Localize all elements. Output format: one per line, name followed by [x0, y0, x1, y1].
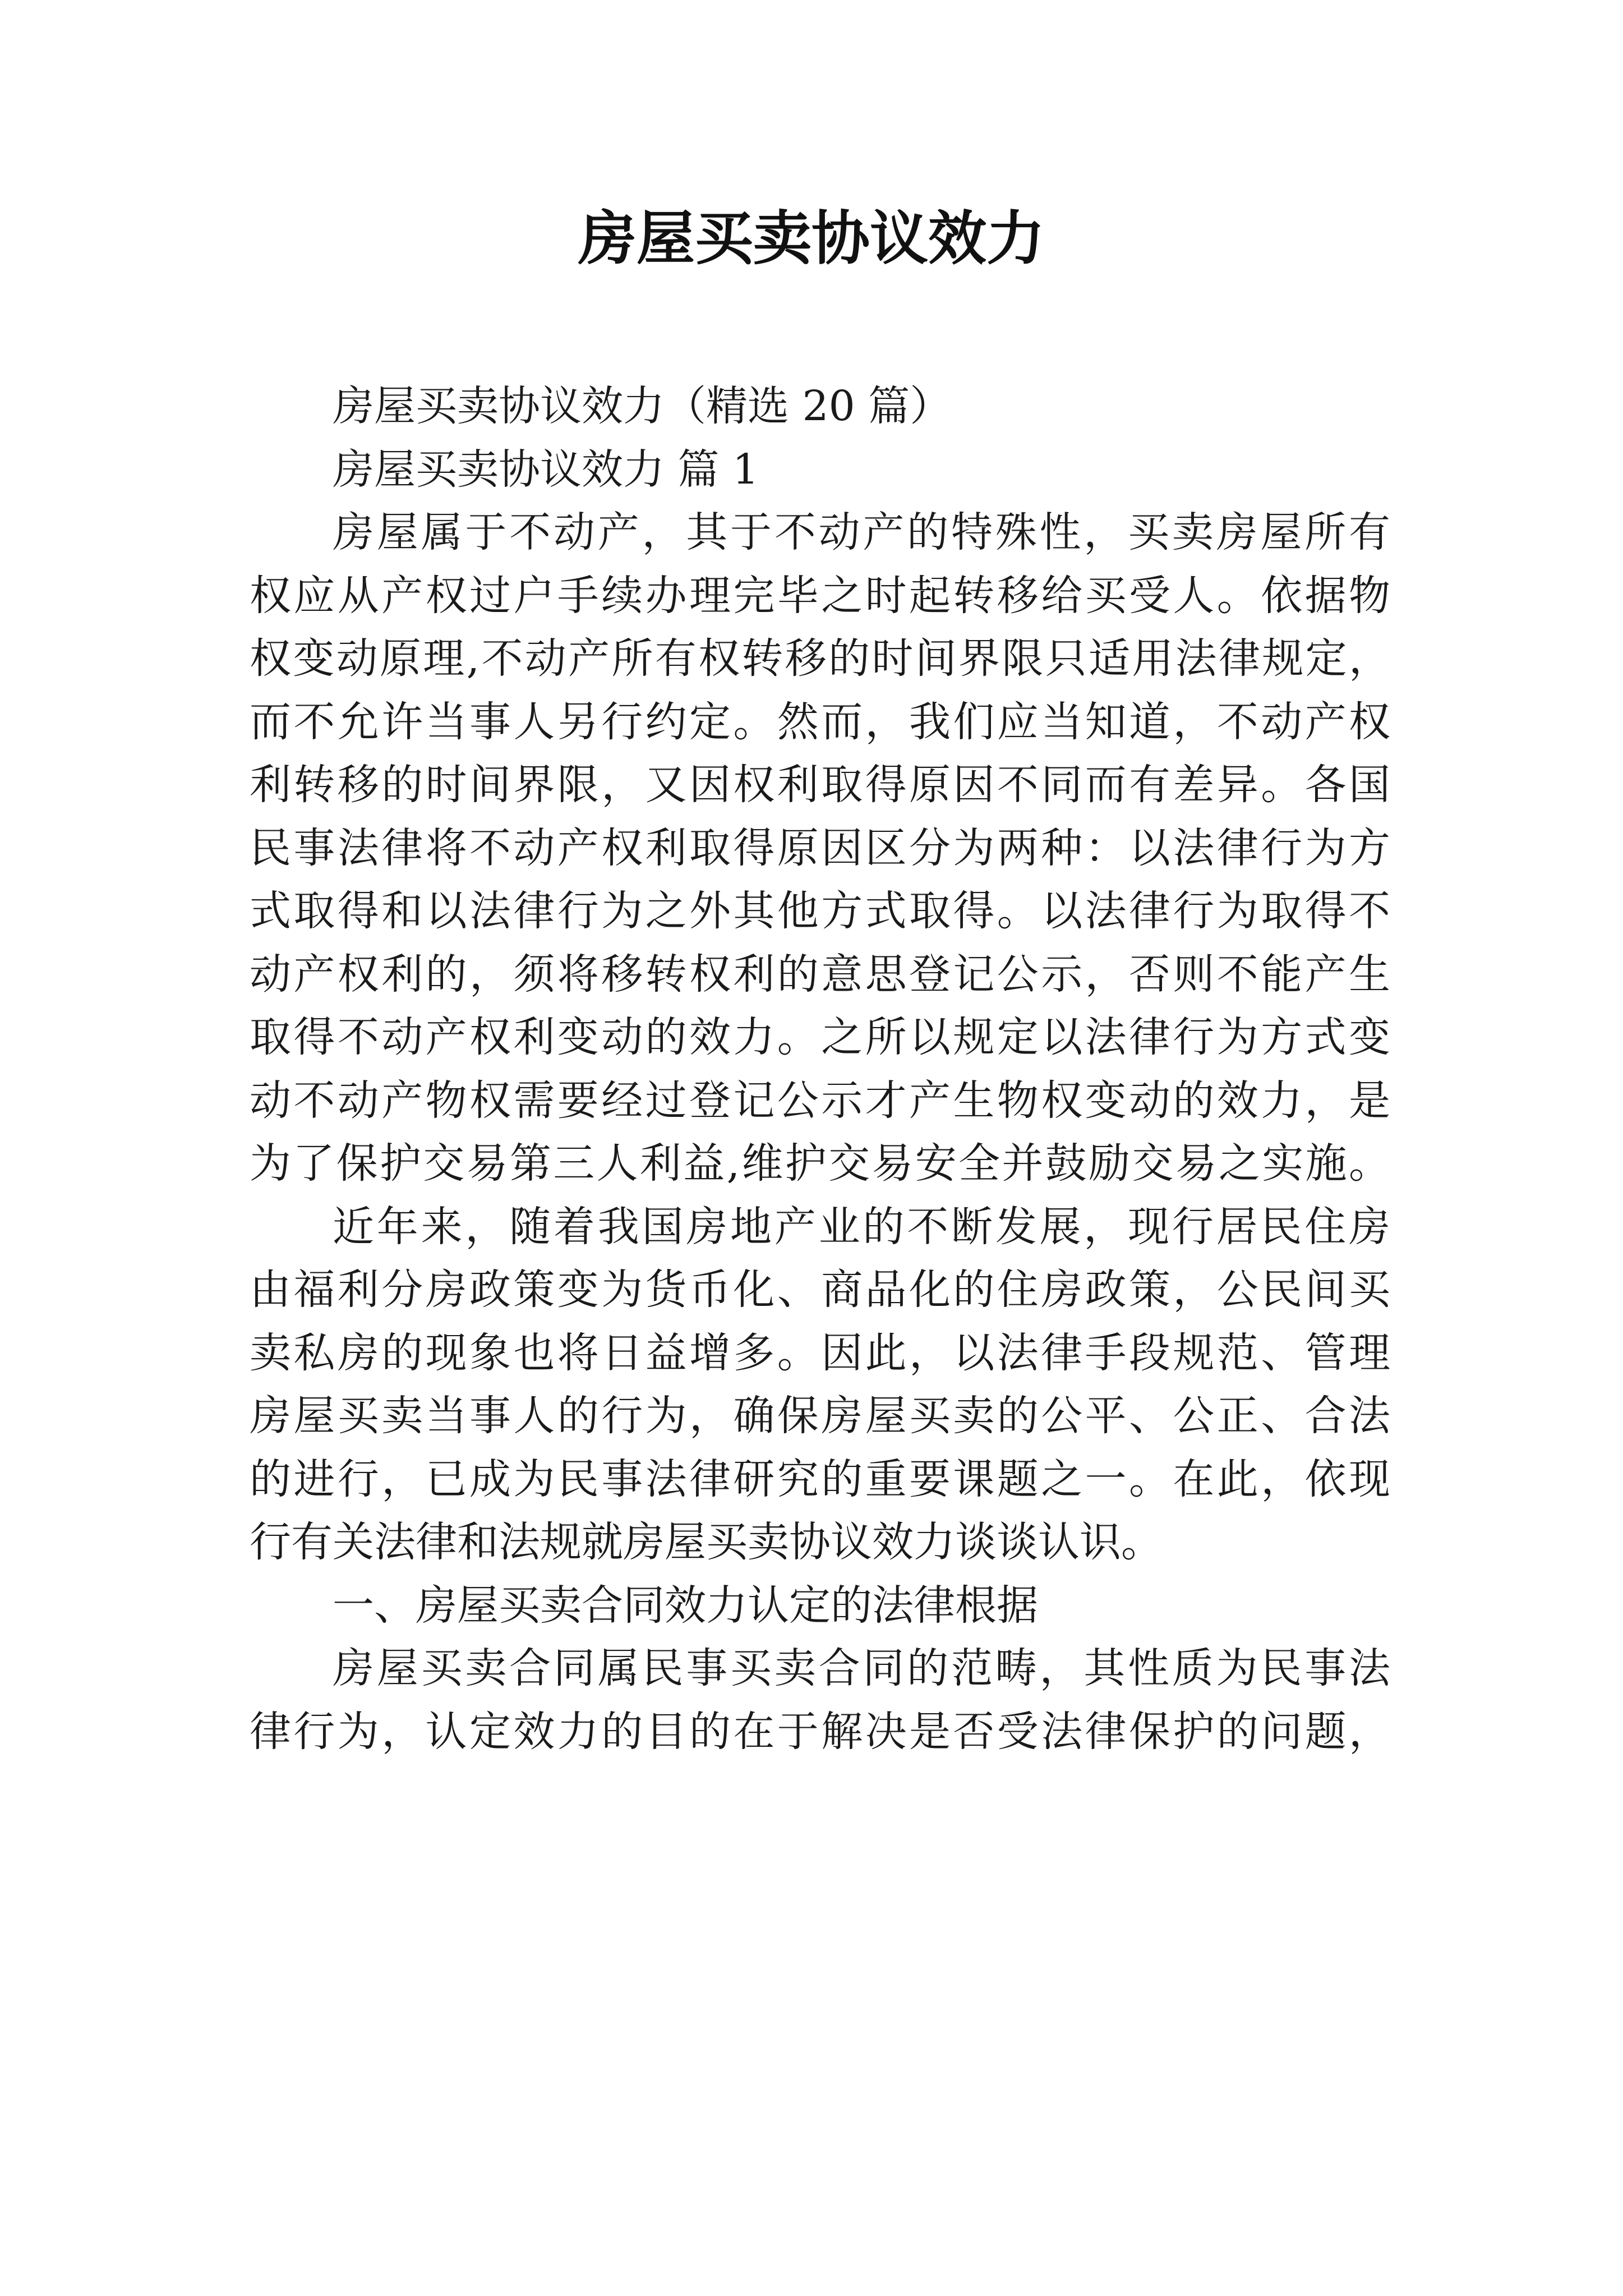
body-line: 近年来，随着我国房地产业的不断发展，现行居民住房 [333, 1203, 1390, 1251]
body-line: 民事法律将不动产权利取得原因区分为两种：以法律行为方 [250, 824, 1390, 872]
body-line: 取得不动产权利变动的效力。之所以规定以法律行为方式变 [250, 1013, 1390, 1061]
body-line: 行有关法律和法规就房屋买卖协议效力谈谈认识。 [250, 1518, 1163, 1566]
body-line: 权应从产权过户手续办理完毕之时起转移给买受人。依据物 [250, 572, 1390, 620]
body-line: 式取得和以法律行为之外其他方式取得。以法律行为取得不 [250, 887, 1390, 935]
body-line: 卖私房的现象也将日益增多。因此，以法律手段规范、管理 [250, 1329, 1390, 1377]
body-line: 房屋买卖合同属民事买卖合同的范畴，其性质为民事法 [333, 1644, 1390, 1692]
body-line: 房屋买卖协议效力 篇 1 [333, 445, 759, 494]
body-line: 为了保护交易第三人利益,维护交易安全并鼓励交易之实施。 [250, 1139, 1390, 1188]
body-line: 权变动原理,不动产所有权转移的时间界限只适用法律规定， [250, 634, 1390, 683]
body-line: 动产权利的，须将移转权利的意思登记公示，否则不能产生 [250, 950, 1390, 999]
body-line: 一、房屋买卖合同效力认定的法律根据 [333, 1581, 1038, 1630]
body-line: 动不动产物权需要经过登记公示才产生物权变动的效力，是 [250, 1076, 1390, 1125]
body-line: 房屋买卖协议效力（精选 20 篇） [333, 382, 952, 430]
body-line: 由福利分房政策变为货币化、商品化的住房政策，公民间买 [250, 1266, 1390, 1314]
body-line: 的进行，已成为民事法律研究的重要课题之一。在此，依现 [250, 1455, 1390, 1503]
document-title: 房屋买卖协议效力 [578, 204, 1045, 273]
body-line: 律行为，认定效力的目的在于解决是否受法律保护的问题， [250, 1708, 1390, 1756]
body-line: 房屋买卖当事人的行为，确保房屋买卖的公平、公正、合法 [250, 1392, 1390, 1440]
body-line: 房屋属于不动产，其于不动产的特殊性，买卖房屋所有 [333, 508, 1390, 556]
body-line: 而不允许当事人另行约定。然而，我们应当知道，不动产权 [250, 698, 1390, 746]
body-line: 利转移的时间界限，又因权利取得原因不同而有差异。各国 [250, 761, 1390, 809]
